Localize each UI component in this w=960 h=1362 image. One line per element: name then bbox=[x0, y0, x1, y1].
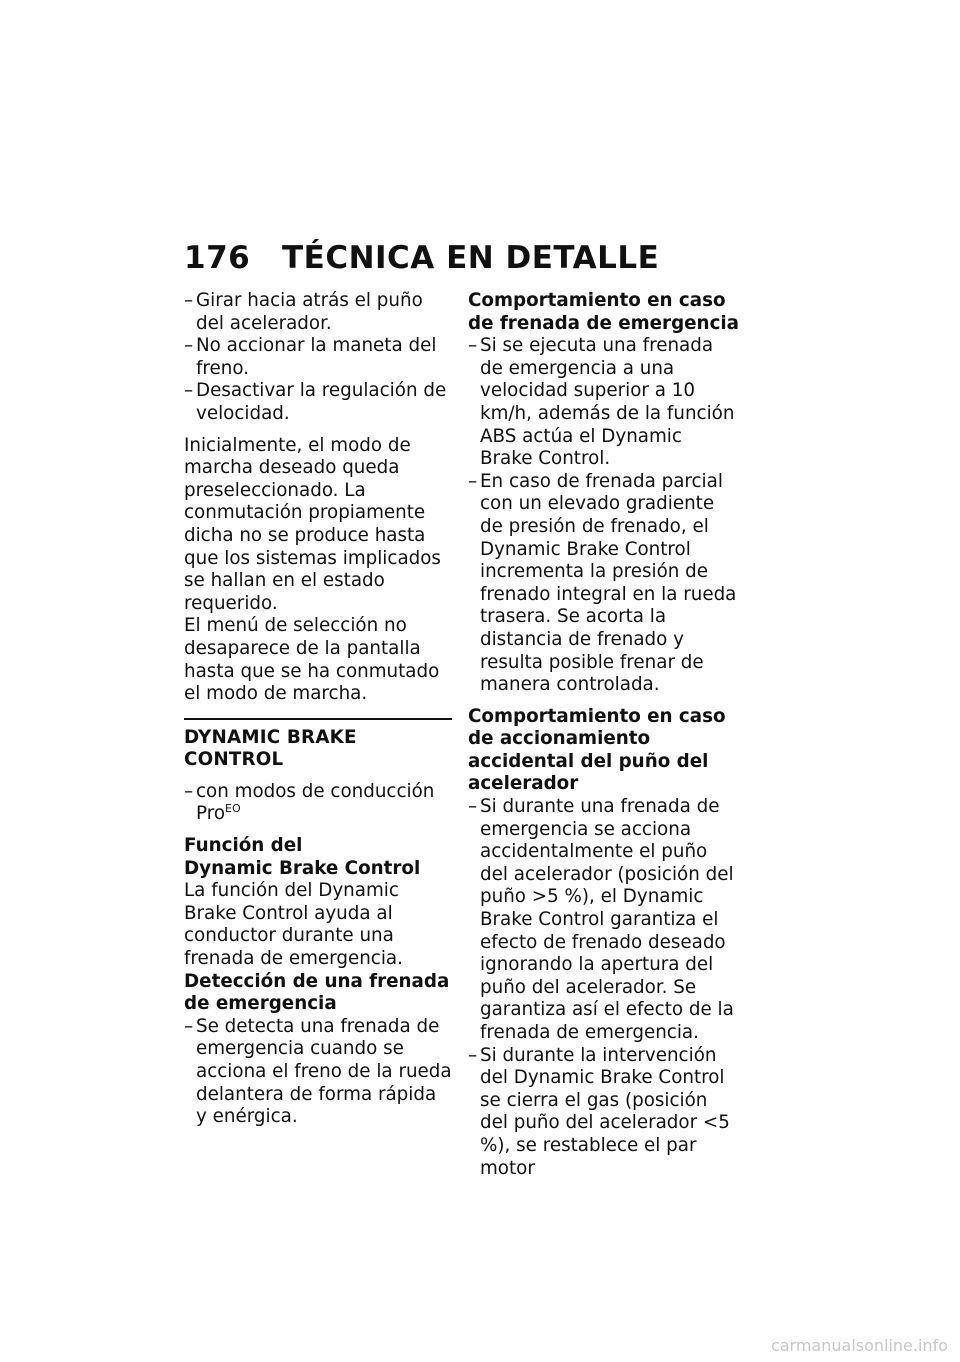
list-item bbox=[184, 335, 452, 380]
heading-detection: Detección de una frenada de emergencia bbox=[184, 970, 450, 1015]
section-divider bbox=[184, 718, 452, 720]
list-item-text: Si durante la intervención del Dynamic Brake Control se cierra el gas (posición del puño del acelerador <5 %), se restablece el par motor bbox=[480, 1044, 730, 1179]
dash-bullet: – bbox=[184, 335, 194, 357]
list-item-text: con modos de conducción Pro bbox=[196, 780, 435, 825]
list-item bbox=[184, 781, 452, 826]
list-item bbox=[184, 1016, 452, 1129]
paragraph-menu: El menú de selección no desaparece de la pantalla hasta que se ha conmutado el modo de marcha. bbox=[184, 615, 440, 705]
paragraph-preselection: Inicialmente, el modo de marcha deseado queda preseleccionado. La conmutación propiamente dicha no se produce hasta que los sistemas implicados se hallan en el estado requerido. bbox=[184, 434, 441, 614]
option-superscript: EO bbox=[225, 802, 241, 816]
list-item bbox=[468, 471, 740, 697]
list-item-text: Si se ejecuta una frenada de emergencia a una velocidad superior a 10 km/h, además de la función ABS actúa el Dynamic Brake Control. bbox=[480, 335, 735, 470]
emergency-list bbox=[468, 335, 740, 697]
heading-emergency-braking: Comportamiento en caso de frenada de emergencia bbox=[468, 290, 740, 334]
list-item bbox=[468, 335, 740, 471]
right-column bbox=[468, 290, 740, 1180]
list-item-text: Si durante una frenada de emergencia se acciona accidentalmente el puño del acelerador (posición del puño >5 %), el Dynamic Brake Control garantiza el efecto de frenado deseado ignorando la apertura del puño del acelerador. Se garantiza así el efecto de la frenada de emergencia. bbox=[480, 796, 734, 1043]
list-item-text: Girar hacia atrás el puño del acelerador. bbox=[196, 290, 423, 334]
heading-function bbox=[184, 835, 452, 880]
left-column bbox=[184, 290, 452, 1129]
dash-bullet: – bbox=[468, 796, 478, 818]
heading-function-line2: Dynamic Brake Control bbox=[184, 857, 421, 879]
detection-list bbox=[184, 1016, 452, 1129]
list-item bbox=[184, 380, 452, 425]
section-list bbox=[184, 781, 452, 826]
dash-bullet: – bbox=[468, 470, 478, 492]
dash-bullet: – bbox=[184, 380, 194, 402]
heading-function-line1: Función del bbox=[184, 835, 303, 857]
dash-bullet: – bbox=[184, 780, 194, 802]
list-item bbox=[468, 796, 740, 1045]
list-item-text: En caso de frenada parcial con un elevado gradiente de presión de frenado, el Dynamic Brake Control incrementa la presión de frenado integral en la rueda trasera. Se acorta la distancia de frenado y resulta posible frenar de manera controlada. bbox=[480, 470, 737, 696]
section-title: DYNAMIC BRAKE CONTROL bbox=[184, 726, 357, 771]
heading-accidental-throttle: Comportamiento en caso de accionamiento accidental del puño del acelerador bbox=[468, 705, 726, 795]
paragraph-function: La función del Dynamic Brake Control ayuda al conductor durante una frenada de emergencia. bbox=[184, 880, 403, 970]
intro-list bbox=[184, 290, 452, 426]
dash-bullet: – bbox=[184, 290, 194, 311]
page-number: 176 bbox=[184, 240, 251, 276]
throttle-list bbox=[468, 796, 740, 1180]
list-item-text: Se detecta una frenada de emergencia cuando se acciona el freno de la rueda delantera de forma rápida y enérgica. bbox=[196, 1015, 452, 1128]
watermark: carmanualsonline.info bbox=[770, 1336, 948, 1355]
dash-bullet: – bbox=[468, 335, 478, 357]
list-item bbox=[184, 290, 452, 335]
dash-bullet: – bbox=[468, 1044, 478, 1066]
page-header bbox=[184, 240, 744, 284]
list-item-text: Desactivar la regulación de velocidad. bbox=[196, 380, 447, 424]
list-item-text: No accionar la maneta del freno. bbox=[196, 335, 437, 379]
page-title: TÉCNICA EN DETALLE bbox=[282, 240, 660, 276]
dash-bullet: – bbox=[184, 1015, 194, 1037]
list-item bbox=[468, 1045, 740, 1181]
